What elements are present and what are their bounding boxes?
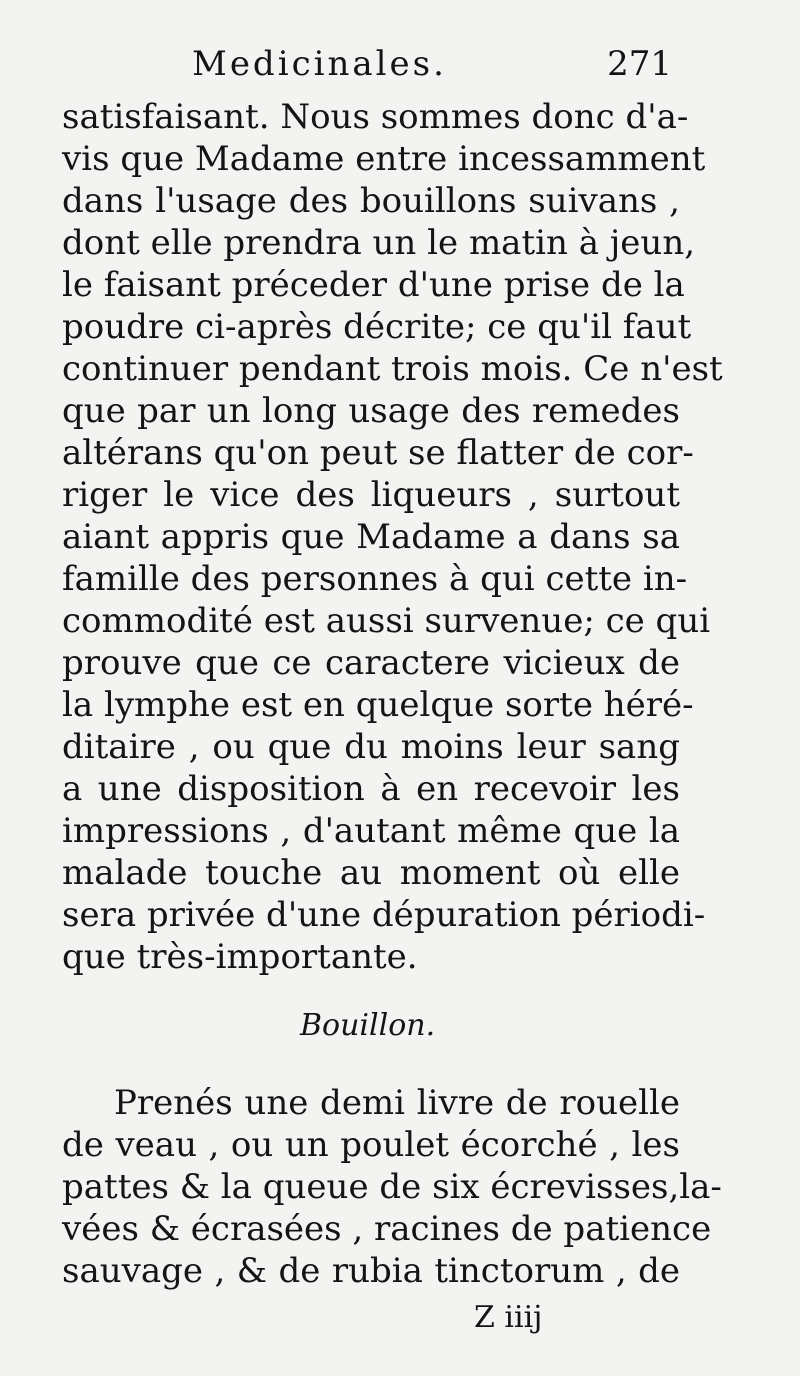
recipe-text xyxy=(62,1082,722,1292)
body-text xyxy=(62,96,723,978)
text-line: vis que Madame entre incessamment xyxy=(62,139,706,179)
page-header xyxy=(62,44,672,94)
text-line: altérans qu'on peut se flatter de cor- xyxy=(62,433,694,473)
text-line: de veau , ou un poulet écorché , les xyxy=(62,1125,680,1165)
text-line: riger le vice des liqueurs , surtout xyxy=(62,475,680,515)
text-line: ditaire , ou que du moins leur sang xyxy=(62,727,680,767)
page-number: 271 xyxy=(607,44,672,84)
running-head: Medicinales. xyxy=(192,44,447,84)
text-line: Prenés une demi livre de rouelle xyxy=(114,1083,680,1123)
text-line: que par un long usage des remedes xyxy=(62,391,680,431)
text-line: prouve que ce caractere vicieux de xyxy=(62,643,680,683)
text-line: que très-importante. xyxy=(62,937,418,977)
text-line: satisfaisant. Nous sommes donc d'a- xyxy=(62,97,689,137)
text-line: dans l'usage des bouillons suivans , xyxy=(62,181,680,221)
text-line: sauvage , & de rubia tinctorum , de xyxy=(62,1251,680,1291)
text-line: vées & écrasées , racines de patience xyxy=(62,1209,712,1249)
text-line: a une disposition à en recevoir les xyxy=(62,769,680,809)
text-line: pattes & la queue de six écrevisses,la- xyxy=(62,1167,722,1207)
text-line: le faisant préceder d'une prise de la xyxy=(62,265,685,305)
text-line: dont elle prendra un le matin à jeun, xyxy=(62,223,696,263)
text-line: sera privée d'une dépuration périodi- xyxy=(62,895,706,935)
text-line: commodité est aussi survenue; ce qui xyxy=(62,601,711,641)
text-line: la lymphe est en quelque sorte héré- xyxy=(62,685,694,725)
signature-mark: Z iiij xyxy=(474,1300,543,1335)
text-line: poudre ci-après décrite; ce qu'il faut xyxy=(62,307,692,347)
text-line: malade touche au moment où elle xyxy=(62,853,680,893)
text-line: aiant appris que Madame a dans sa xyxy=(62,517,680,557)
text-line: famille des personnes à qui cette in- xyxy=(62,559,688,599)
text-line: impressions , d'autant même que la xyxy=(62,811,680,851)
recipe-heading: Bouillon. xyxy=(300,1008,436,1043)
text-line: continuer pendant trois mois. Ce n'est xyxy=(62,349,723,389)
